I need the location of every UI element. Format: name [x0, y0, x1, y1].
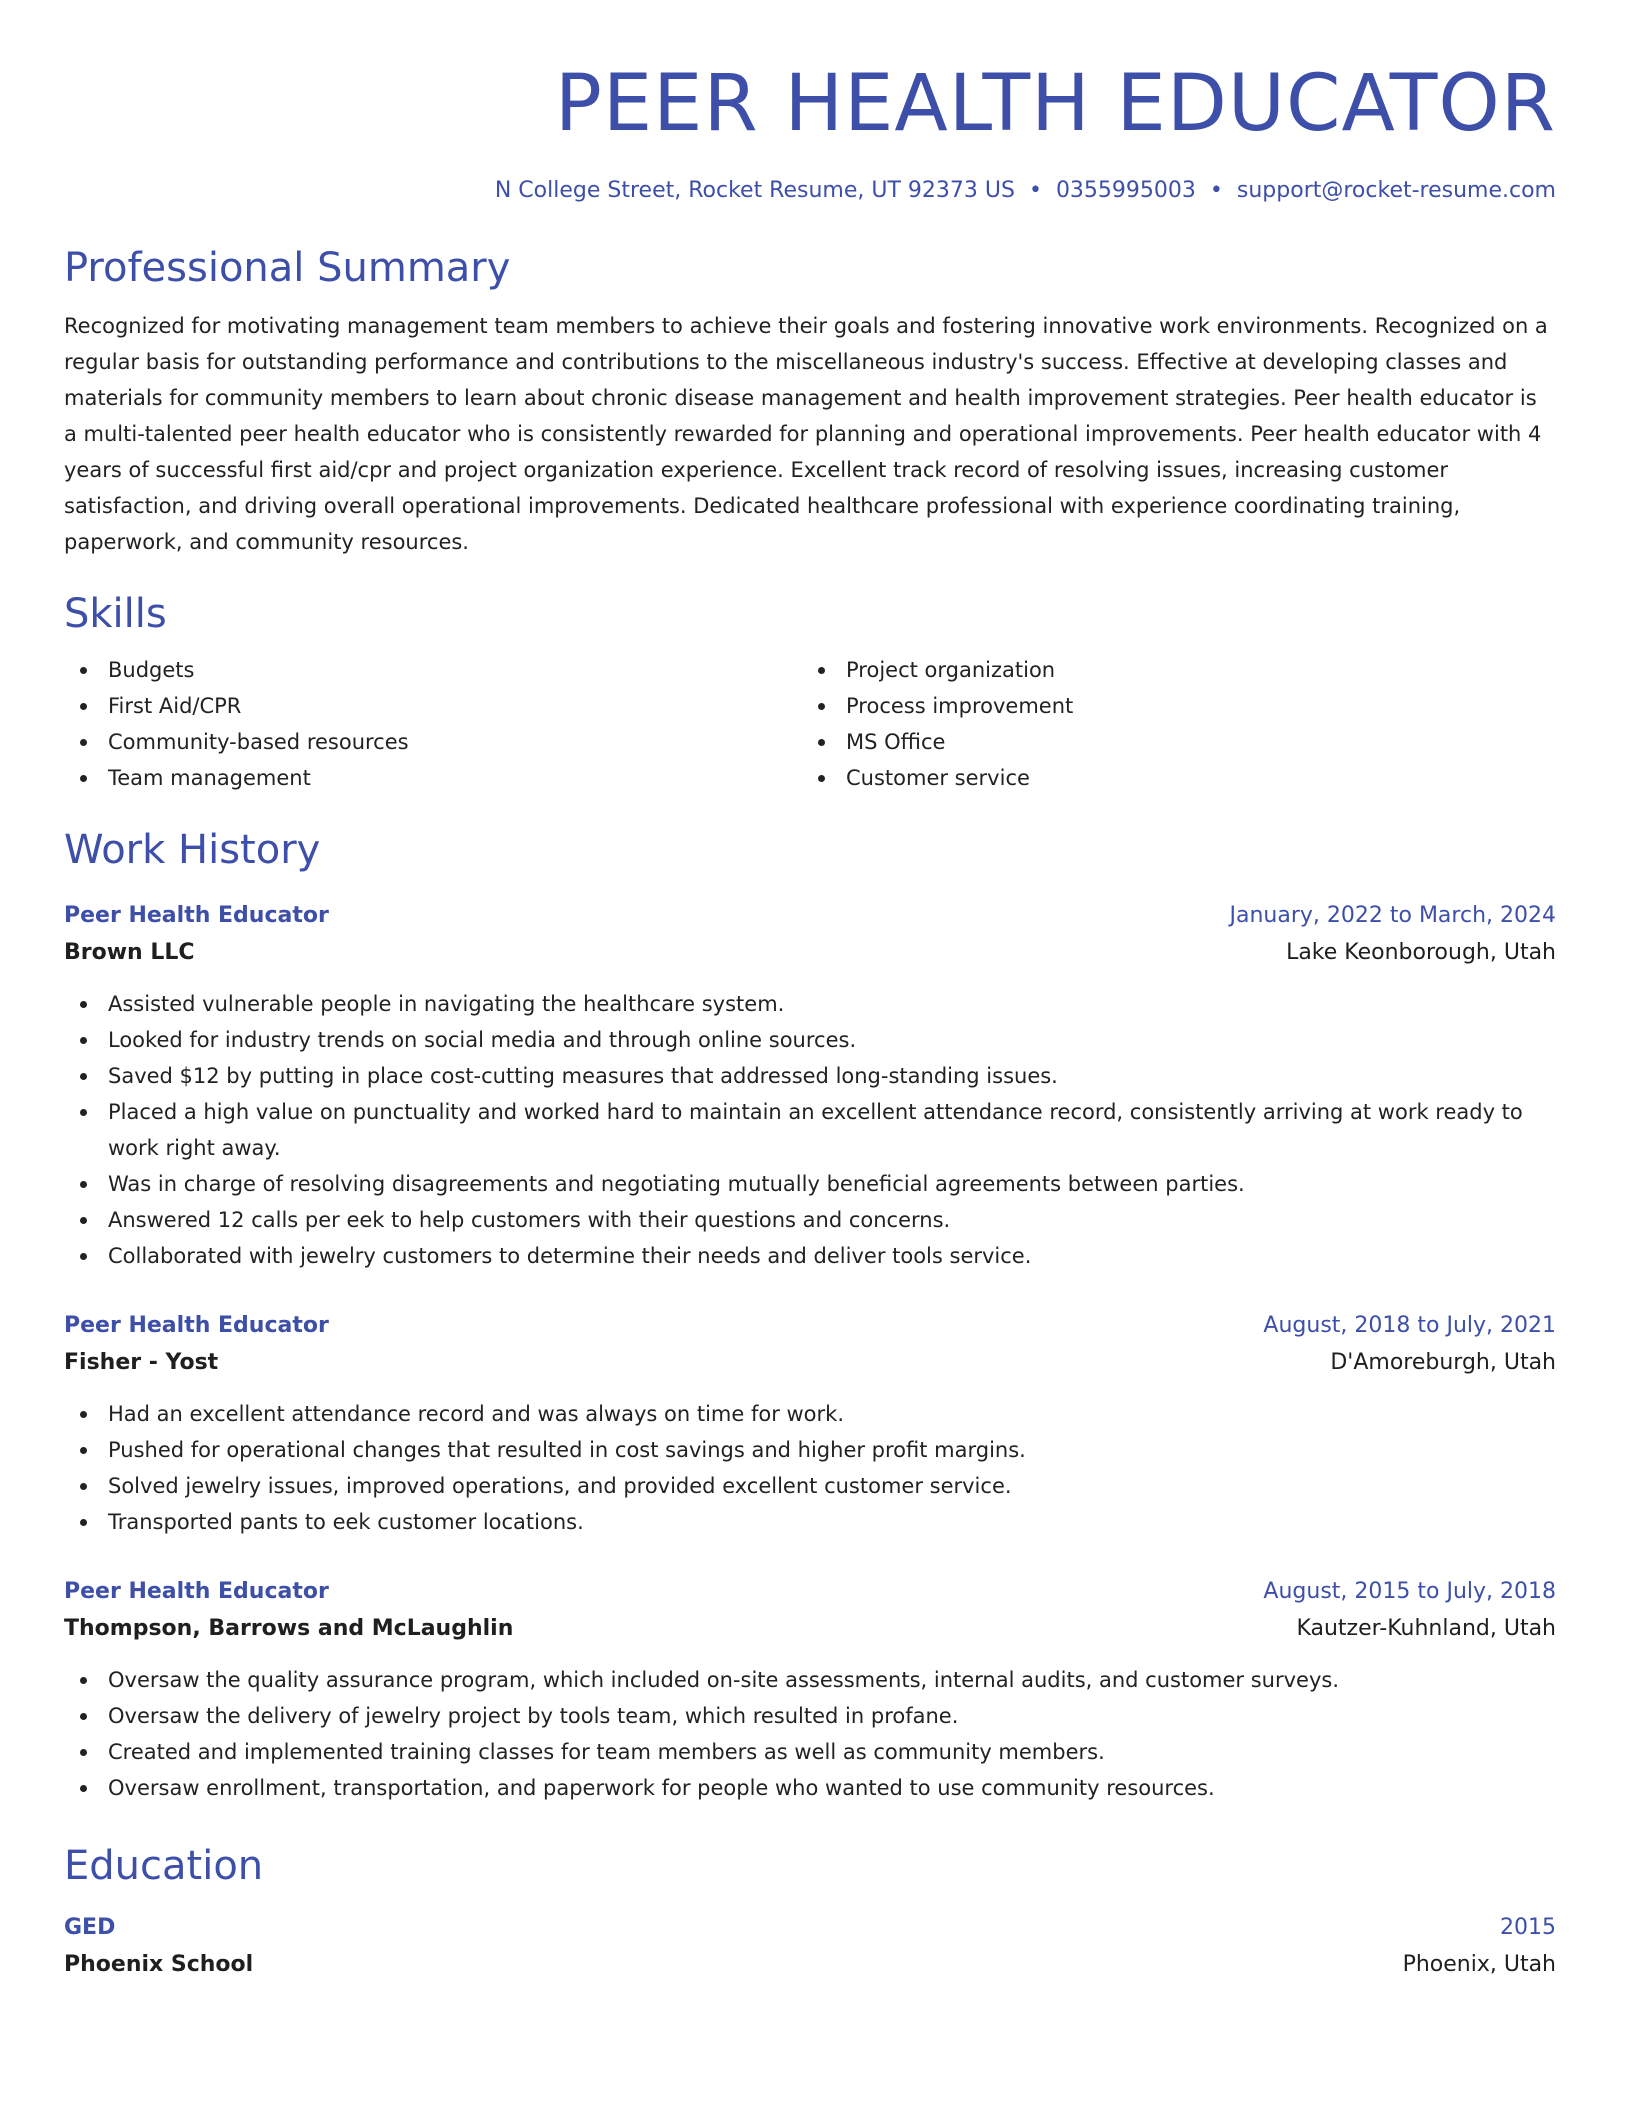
job-title: Peer Health Educator [64, 1579, 329, 1604]
job-entry [64, 1308, 1556, 1540]
skills-list [64, 652, 1556, 796]
job-bullet: Oversaw enrollment, transportation, and paperwork for people who wanted to use community resources. [64, 1770, 1556, 1806]
job-dates: August, 2015 to July, 2018 [1263, 1579, 1556, 1604]
job-bullet: Oversaw the delivery of jewelry project by tools team, which resulted in profane. [64, 1698, 1556, 1734]
job-bullets [64, 986, 1556, 1274]
phone-text: 0355995003 [1055, 178, 1196, 203]
skills-column-right [802, 652, 1540, 796]
resume-page [64, 0, 1556, 1984]
education-entry [64, 1910, 1556, 1984]
job-bullet: Collaborated with jewelry customers to determine their needs and deliver tools service. [64, 1238, 1556, 1274]
job-bullet: Assisted vulnerable people in navigating the healthcare system. [64, 986, 1556, 1022]
job-bullet: Oversaw the quality assurance program, which included on-site assessments, internal audits, and customer surveys. [64, 1662, 1556, 1698]
company-name: Fisher - Yost [64, 1350, 219, 1375]
skill-item: Budgets [64, 652, 802, 688]
job-location: Kautzer-Kuhnland, Utah [1296, 1616, 1556, 1641]
skill-item: MS Office [802, 724, 1540, 760]
education-year: 2015 [1500, 1915, 1556, 1940]
job-dates: August, 2018 to July, 2021 [1263, 1313, 1556, 1338]
job-entry [64, 898, 1556, 1274]
skill-item: First Aid/CPR [64, 688, 802, 724]
school-name: Phoenix School [64, 1952, 254, 1977]
summary-heading: Professional Summary [64, 245, 511, 291]
job-bullet: Saved $12 by putting in place cost-cutting measures that addressed long-standing issues. [64, 1058, 1556, 1094]
job-location: D'Amoreburgh, Utah [1330, 1350, 1556, 1375]
job-bullets [64, 1396, 1556, 1540]
job-bullet: Created and implemented training classes for team members as well as community members. [64, 1734, 1556, 1770]
education-heading: Education [64, 1843, 264, 1889]
skill-item: Community-based resources [64, 724, 802, 760]
job-bullet: Placed a high value on punctuality and worked hard to maintain an excellent attendance record, consistently arriving at work ready to work right away. [64, 1094, 1556, 1166]
contact-separator: • [1209, 178, 1223, 203]
address-text: N College Street, Rocket Resume, UT 92373 US [494, 178, 1015, 203]
job-bullet: Looked for industry trends on social media and through online sources. [64, 1022, 1556, 1058]
job-bullet: Pushed for operational changes that resulted in cost savings and higher profit margins. [64, 1432, 1556, 1468]
job-entry [64, 1574, 1556, 1806]
job-bullets [64, 1662, 1556, 1806]
job-location: Lake Keonborough, Utah [1286, 940, 1556, 965]
contact-separator: • [1028, 178, 1042, 203]
skill-item: Team management [64, 760, 802, 796]
skill-item: Customer service [802, 760, 1540, 796]
skill-item: Process improvement [802, 688, 1540, 724]
school-location: Phoenix, Utah [1402, 1952, 1556, 1977]
skill-item: Project organization [802, 652, 1540, 688]
company-name: Thompson, Barrows and McLaughlin [64, 1616, 514, 1641]
summary-text: Recognized for motivating management team members to achieve their goals and fostering innovative work environments. Recognized on a regular basis for outstanding performance and contributions to the miscellaneous industry's success. Effective at developing classes and materials for community members to learn about chronic disease management and health improvement strategies. Peer health educator is a multi-talented peer health educator who is consistently rewarded for planning and operational improvements. Peer health educator with 4 years of successful first aid/cpr and project organization experience. Excellent track record of resolving issues, increasing customer satisfaction, and driving overall operational improvements. Dedicated healthcare professional with experience coordinating training, paperwork, and community resources. [64, 314, 1548, 554]
resume-name: PEER HEALTH EDUCATOR [554, 59, 1556, 149]
skills-heading: Skills [64, 591, 167, 637]
job-bullet: Answered 12 calls per eek to help customers with their questions and concerns. [64, 1202, 1556, 1238]
job-bullet: Had an excellent attendance record and was always on time for work. [64, 1396, 1556, 1432]
job-bullet: Was in charge of resolving disagreements and negotiating mutually beneficial agreements between parties. [64, 1166, 1556, 1202]
company-name: Brown LLC [64, 940, 195, 965]
job-dates: January, 2022 to March, 2024 [1229, 903, 1556, 928]
degree-name: GED [64, 1915, 116, 1940]
job-bullet: Solved jewelry issues, improved operations, and provided excellent customer service. [64, 1468, 1556, 1504]
job-title: Peer Health Educator [64, 1313, 329, 1338]
email-link[interactable]: support@rocket-resume.com [1236, 178, 1556, 203]
job-title: Peer Health Educator [64, 903, 329, 928]
work-history-heading: Work History [64, 827, 321, 873]
contact-line [64, 176, 1556, 206]
job-bullet: Transported pants to eek customer locations. [64, 1504, 1556, 1540]
skills-column-left [64, 652, 802, 796]
